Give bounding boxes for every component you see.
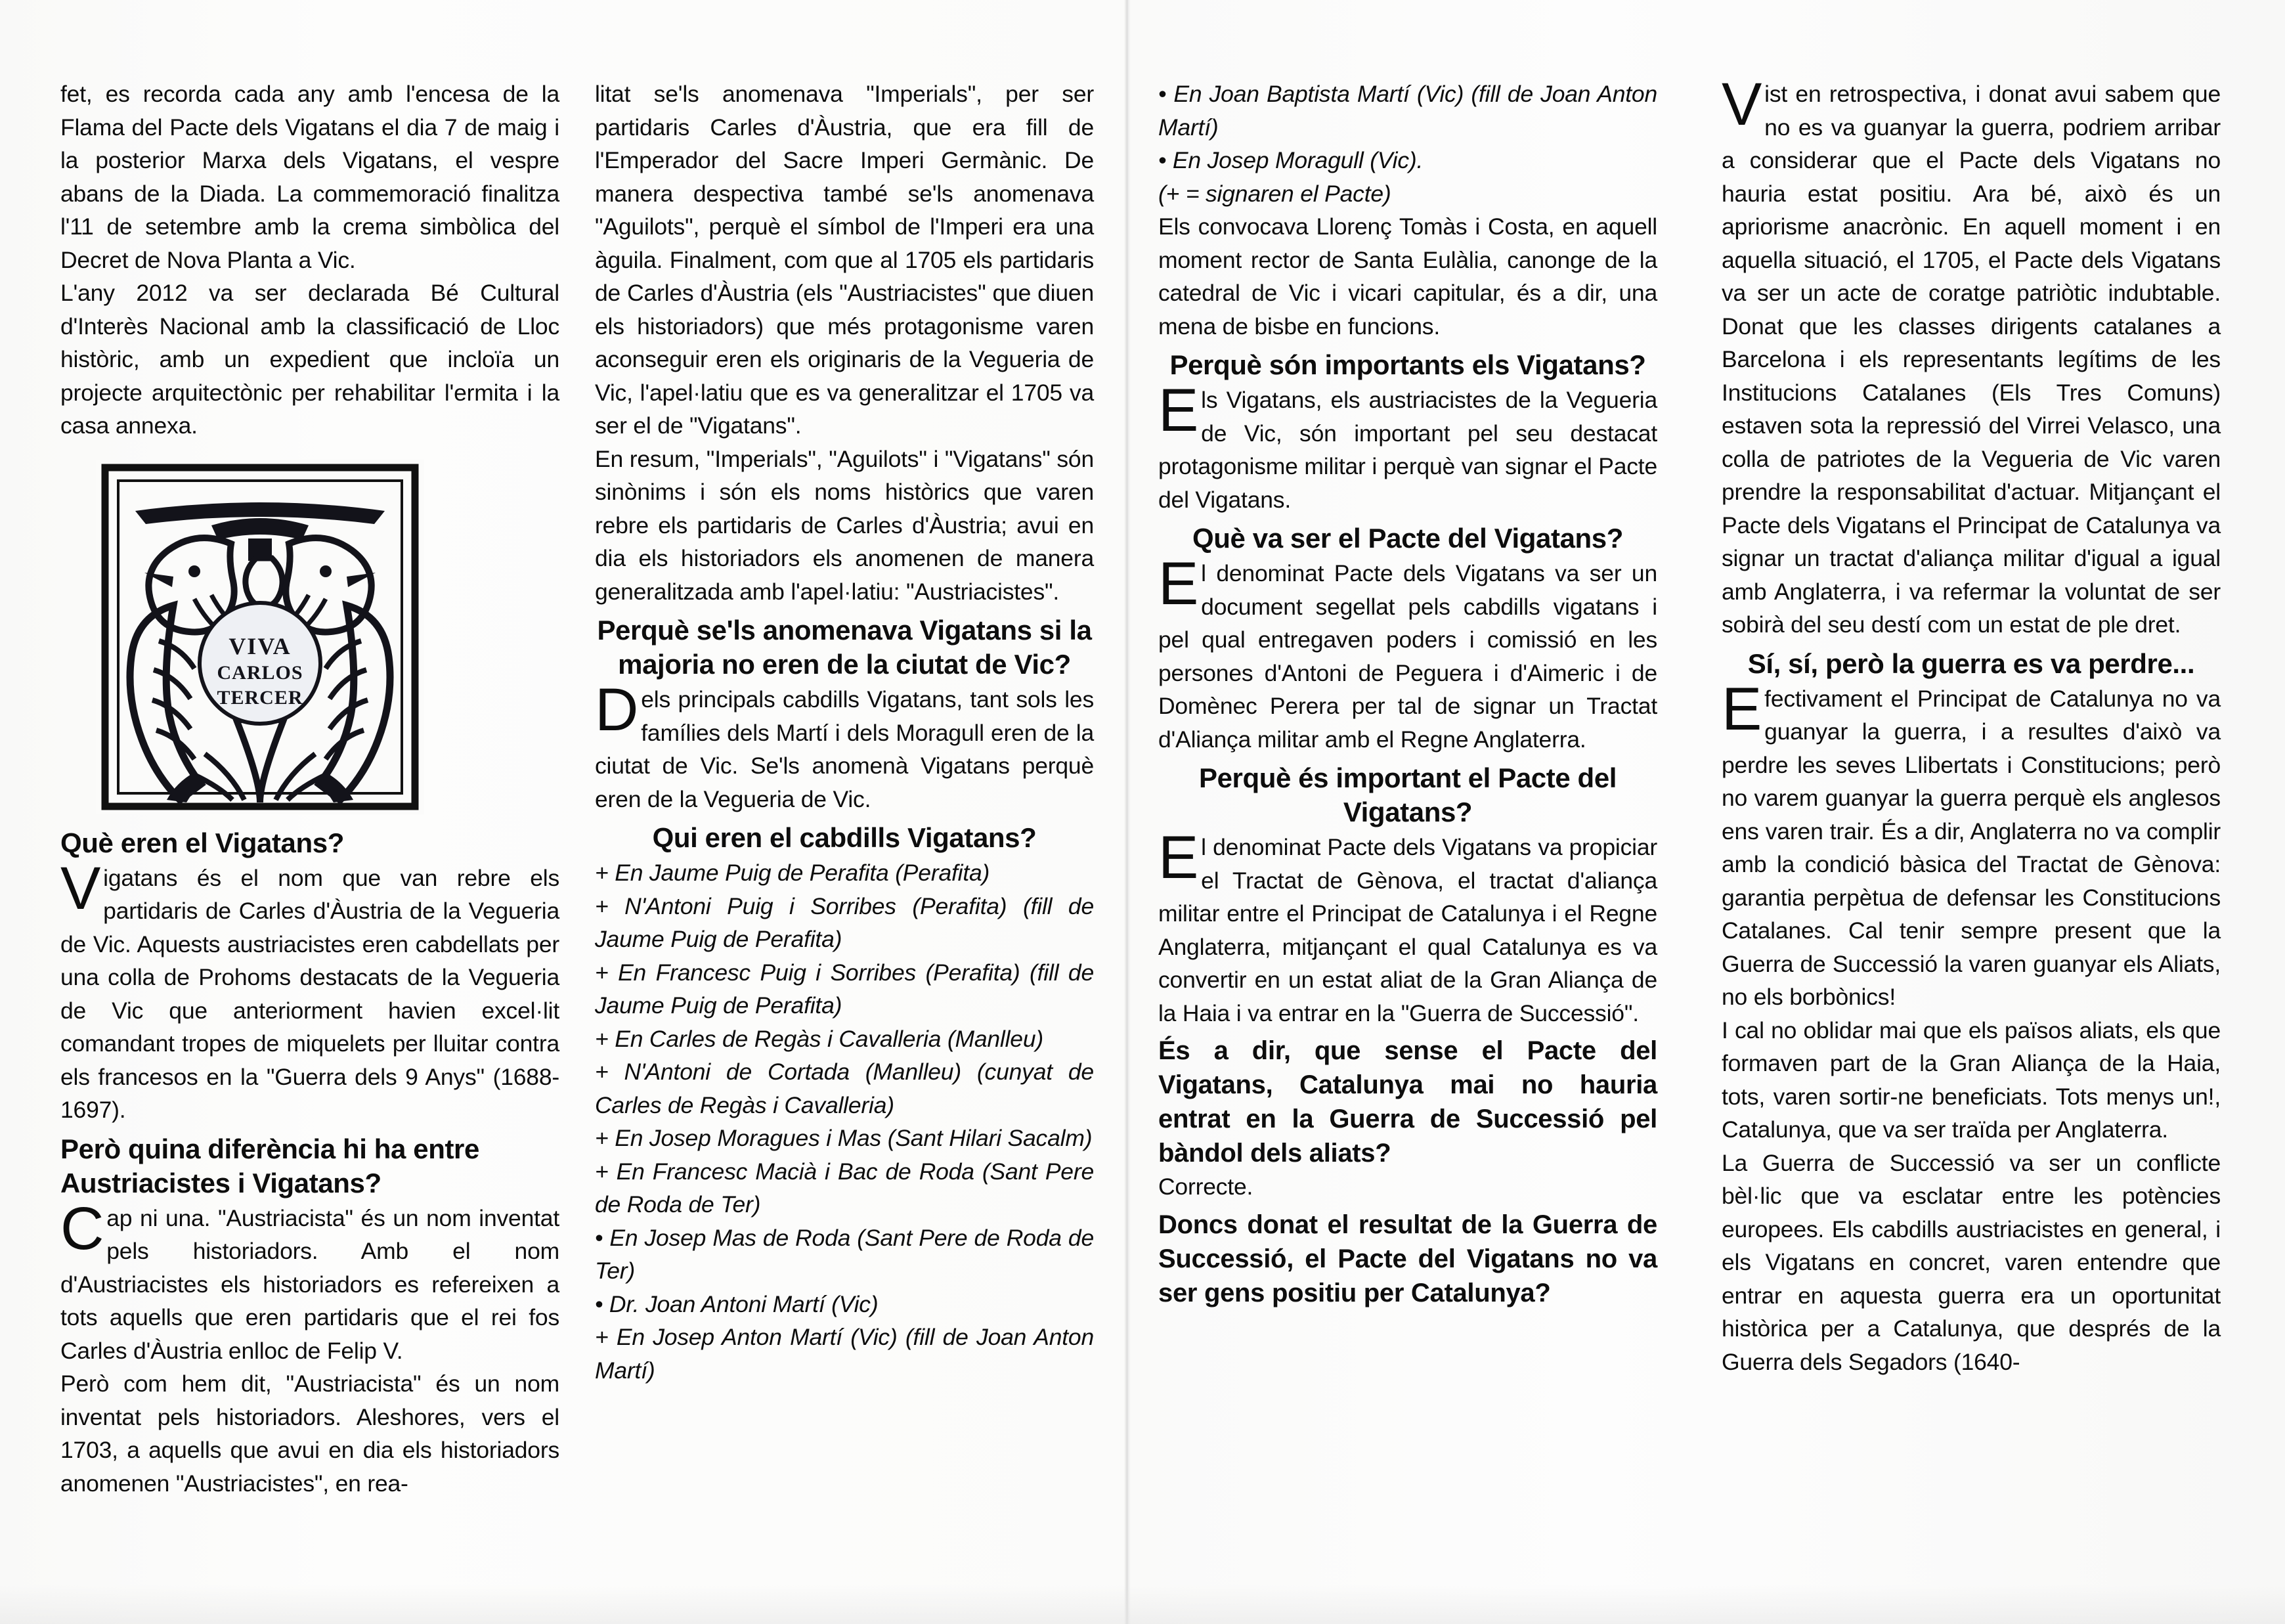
- dropcap-e: E: [1158, 824, 1199, 891]
- col3-question-2: Doncs donat el resultat de la Guerra de Successió, el Pacte del Vigatans no va ser gens positiu per Catalunya?: [1158, 1210, 1657, 1307]
- woodcut-figure: [96, 460, 424, 814]
- page-bottom-shadow: [0, 1585, 2285, 1624]
- column-4: [1722, 71, 2221, 1500]
- list-item: [595, 1022, 1094, 1056]
- list-marker: +: [595, 1125, 609, 1151]
- list-item-label: N'Antoni de Cortada (Manlleu) (cunyat de Carles de Regàs i Cavalleria): [595, 1059, 1094, 1118]
- col1-paragraph-4: [60, 1195, 559, 1368]
- list-item: [595, 856, 1094, 890]
- list-marker: •: [1158, 81, 1167, 107]
- col3-heading-que-va-ser-pacte: Què va ser el Pacte del Vigatans?: [1192, 523, 1623, 554]
- dropcap-v: V: [60, 854, 101, 922]
- list-item-label: En Josep Anton Martí (Vic) (fill de Joan Anton Martí): [595, 1324, 1094, 1384]
- col4-heading-si-si-pero: Sí, sí, però la guerra es va perdre...: [1747, 647, 2195, 679]
- list-item-label: En Carles de Regàs i Cavalleria (Manlleu): [615, 1025, 1043, 1052]
- woodcut-caption-line1: VIVA: [229, 632, 292, 659]
- dropcap-e: E: [1722, 675, 1762, 743]
- col3-paragraph-1: Els convocava Llorenç Tomàs i Costa, en aquell moment rector de Santa Eulàlia, canonge de la catedral de Vic i vicari capitular, és a dir, una mena de bisbe en funcions.: [1158, 213, 1657, 340]
- list-item-label: En Francesc Macià i Bac de Roda (Sant Pere de Roda de Ter): [595, 1158, 1095, 1218]
- list-item-label: En Josep Moragues i Mas (Sant Hilari Sacalm): [615, 1125, 1093, 1151]
- woodcut-caption-line3: TERCER: [217, 686, 303, 709]
- col1-paragraph-3-text: igatans és el nom que van rebre els partidaris de Carles d'Àustria de la Vegueria de Vic. Aquests austriacistes eren cabdellats per una colla de Prohoms destacats de la Vegueria de Vic que anteriorment havien excel·lit comandant tropes de miquelets per lluitar contra els francesos en la "Guerra dels 9 Anys" (1688-1697).: [60, 864, 559, 1123]
- col3-answer-1: Correcte.: [1158, 1174, 1253, 1200]
- list-item: [595, 1122, 1094, 1155]
- dropcap-d: D: [595, 676, 639, 743]
- list-item: [1158, 77, 1657, 144]
- list-marker: +: [595, 1059, 609, 1085]
- cabdills-list-part-2: [1158, 77, 1657, 177]
- col4-paragraph-1-text: ist en retrospectiva, i donat avui sabem que no es va guanyar la guerra, podriem arribar a considerar que el Pacte dels Vigatans no hauria estat positiu. Ara bé, això és un apriorisme anacrònic. En aquell moment i en aquella situació, el 1705, el Pacte dels Vigatans va ser un acte de coratge patriòtic indubtable. Donat que les classes dirigents catalanes a Barcelona i els representants legítims de les Institucions Catalanes (Els Tres Comuns) estaven sota la repressió del Virrei Velasco, una colla de patriotes de la Vegueria de Vic varen prendre la responsabilitat d'actuar. Mitjançant el Pacte dels Vigatans el Principat de Catalunya va signar un tractat d'aliança militar d'igual a igual amb Anglaterra, i va refermar la voluntat de ser sobirà del seu destí com un estat de ple dret.: [1722, 81, 2221, 638]
- list-item: [595, 890, 1094, 956]
- list-item-label: En Francesc Puig i Sorribes (Perafita) (fill de Jaume Puig de Perafita): [595, 959, 1094, 1019]
- list-item: [595, 1055, 1094, 1122]
- list-item-label: En Josep Moragull (Vic).: [1172, 147, 1424, 173]
- list-item: [595, 1321, 1094, 1387]
- list-item: [595, 1221, 1094, 1288]
- col4-paragraph-2-text: fectivament el Principat de Catalunya no va guanyar la guerra, i a resultes d'això va perdre les seves Llibertats i Constitucions; però no varem guanyar la guerra perquè els anglesos ens varen trair. És a dir, Anglaterra no va complir amb la condició bàsica del Tractat de Gènova: garantia perpètua de defensar les Constitucions Catalanes. Cal tenir sempre present que la Guerra de Successió la varen guanyar els Aliats, no els borbònics!: [1722, 685, 2221, 1010]
- list-item-label: En Jaume Puig de Perafita (Perafita): [615, 860, 990, 886]
- col3-paragraph-4: [1158, 824, 1657, 1030]
- woodcut-caption-line2: CARLOS: [217, 661, 303, 684]
- list-item-label: Dr. Joan Antoni Martí (Vic): [609, 1290, 879, 1317]
- list-item: [595, 1288, 1094, 1321]
- col3-paragraph-2-text: ls Vigatans, els austriacistes de la Vegueria de Vic, són important pel seu destacat protagonisme militar i perquè van signar el Pacte del Vigatans.: [1158, 387, 1657, 513]
- col3-paragraph-3: [1158, 550, 1657, 756]
- col3-paragraph-2: [1158, 377, 1657, 516]
- col4-paragraph-3: I cal no oblidar mai que els països aliats, els que formaven part de la Gran Aliança de la Haia, tots, varen sortir-ne beneficiats. Tots menys un!, Catalunya, que va ser traïda per Anglaterra.: [1722, 1017, 2221, 1143]
- dropcap-v: V: [1722, 71, 1762, 138]
- list-marker: +: [595, 860, 609, 886]
- list-marker: +: [595, 892, 609, 919]
- col1-heading-diferencia: Però quina diferència hi ha entre Austriacistes i Vigatans?: [60, 1133, 479, 1198]
- list-item: [595, 1155, 1094, 1221]
- list-marker: •: [595, 1224, 603, 1251]
- list-item: [1158, 144, 1657, 177]
- list-item-label: En Joan Baptista Martí (Vic) (fill de Joan Anton Martí): [1158, 81, 1657, 141]
- col2-paragraph-3: [595, 676, 1094, 816]
- list-marker: •: [595, 1290, 603, 1317]
- list-marker: •: [1158, 147, 1167, 173]
- col1-paragraph-5: Però com hem dit, "Austriacista" és un nom inventat pels historiadors. Aleshores, vers el 1703, a aquells que avui en dia els historiadors anomenen "Austriacistes", en rea-: [60, 1371, 559, 1497]
- column-2: [595, 77, 1094, 1500]
- col4-paragraph-4: La Guerra de Successió va ser un conflicte bèl·lic que va esclatar entre les potències europees. Els cabdills austriacistes en general, i els Vigatans en concret, varen entendre que entrar en aquesta guerra era un oportunitat històrica per a Catalunya, que després de la Guerra dels Segadors (1640-: [1722, 1149, 2221, 1375]
- col2-heading-perque-anomenava: Perquè se'ls anomenava Vigatans si la majoria no eren de la ciutat de Vic?: [597, 615, 1092, 680]
- text-columns: [60, 71, 2234, 1500]
- col1-paragraph-4-text: ap ni una. "Austriacista" és un nom inventat pels historiadors. Amb el nom d'Austriacistes els historiadors es refereixen a tots aquells que eren partidaris que el rei fos Carles d'Àustria enlloc de Felip V.: [60, 1204, 559, 1364]
- list-marker: +: [595, 1324, 609, 1350]
- col1-heading-que-eren-vigatans: Què eren el Vigatans?: [60, 827, 344, 858]
- list-item-label: N'Antoni Puig i Sorribes (Perafita) (fill de Jaume Puig de Perafita): [595, 892, 1094, 952]
- list-item: [595, 956, 1094, 1022]
- col2-heading-qui-eren-cabdills: Qui eren el cabdills Vigatans?: [652, 822, 1037, 853]
- list-marker: +: [595, 1158, 609, 1185]
- col2-paragraph-3-text: els principals cabdills Vigatans, tant sols les famílies dels Martí i dels Moragull eren de la ciutat de Vic. Se'ls anomenà Vigatans perquè eren de la Vegueria de Vic.: [595, 686, 1094, 812]
- cabdills-list-part-1: [595, 856, 1094, 1387]
- list-item-label: En Josep Mas de Roda (Sant Pere de Roda de Ter): [595, 1224, 1094, 1284]
- col1-paragraph-1: fet, es recorda cada any amb l'encesa de la Flama del Pacte dels Vigatans el dia 7 de maig i la posterior Marxa dels Vigatans, el vespre abans de la Diada. La commemoració finalitza l'11 de setembre amb la crema simbòlica del Decret de Nova Planta a Vic.: [60, 81, 559, 273]
- column-1: [60, 77, 559, 1500]
- col2-paragraph-1: litat se'ls anomenava "Imperials", per ser partidaris Carles d'Àustria, que era fill de l'Emperador del Sacre Imperi Germànic. De manera despectiva també se'ls anomenava "Aguilots", perquè el símbol de l'Imperi era una àguila. Finalment, com que al 1705 els partidaris de Carles d'Àustria (els "Austriacistes" que diuen els historiadors) que més protagonisme varen aconseguir eren els originaris de la Vegueria de Vic, l'apel·latiu que es va generalitzar el 1705 va ser el de "Vigatans".: [595, 81, 1094, 439]
- col3-heading-perque-son-importants: Perquè són importants els Vigatans?: [1169, 349, 1646, 380]
- col1-paragraph-3: [60, 854, 559, 1127]
- dropcap-e: E: [1158, 550, 1199, 617]
- dropcap-c: C: [60, 1195, 104, 1262]
- dropcap-e: E: [1158, 377, 1199, 444]
- column-3: [1158, 77, 1657, 1500]
- col3-paragraph-4-text: l denominat Pacte dels Vigatans va propiciar el Tractat de Gènova, el tractat d'aliança militar entre el Principat de Catalunya i el Regne Anglaterra, mitjançant el qual Catalunya es va convertir en un estat aliat de la Gran Aliança de la Haia i va entrar en la "Guerra de Successió".: [1158, 834, 1657, 1026]
- col3-paragraph-3-text: l denominat Pacte dels Vigatans va ser un document segellat pels cabdills vigatans i pel qual entregaven poders i comissió en les persones d'Antoni de Peguera i d'Aimeric i de Domènec Perera per tal de signar un Tractat d'Aliança militar amb el Regne Anglaterra.: [1158, 560, 1657, 753]
- col4-paragraph-2: [1722, 675, 2221, 1014]
- list-marker: +: [595, 1025, 609, 1052]
- col3-heading-perque-es-important: Perquè és important el Pacte del Vigatans?: [1198, 762, 1617, 827]
- cabdills-legend: (+ = signaren el Pacte): [1158, 180, 1391, 207]
- list-marker: +: [595, 959, 609, 986]
- col2-paragraph-2: En resum, "Imperials", "Aguilots" i "Vigatans" són sinònims i són els noms històrics que varen rebre els partidaris de Carles d'Àustria; avui en dia els historiadors els anomenen de manera generalitzada amb l'apel·latiu: "Austriacistes".: [595, 445, 1094, 605]
- col1-paragraph-2: L'any 2012 va ser declarada Bé Cultural d'Interès Nacional amb la classificació de Lloc històric, amb un expedient que incloïa un projecte arquitectònic per rehabilitar l'ermita i la casa annexa.: [60, 280, 559, 439]
- double-headed-eagle-woodcut-svg: [96, 460, 424, 814]
- col4-paragraph-1: [1722, 71, 2221, 642]
- col3-question-1: És a dir, que sense el Pacte del Vigatans, Catalunya mai no hauria entrat en la Guerra de Successió pel bàndol dels aliats?: [1158, 1036, 1657, 1168]
